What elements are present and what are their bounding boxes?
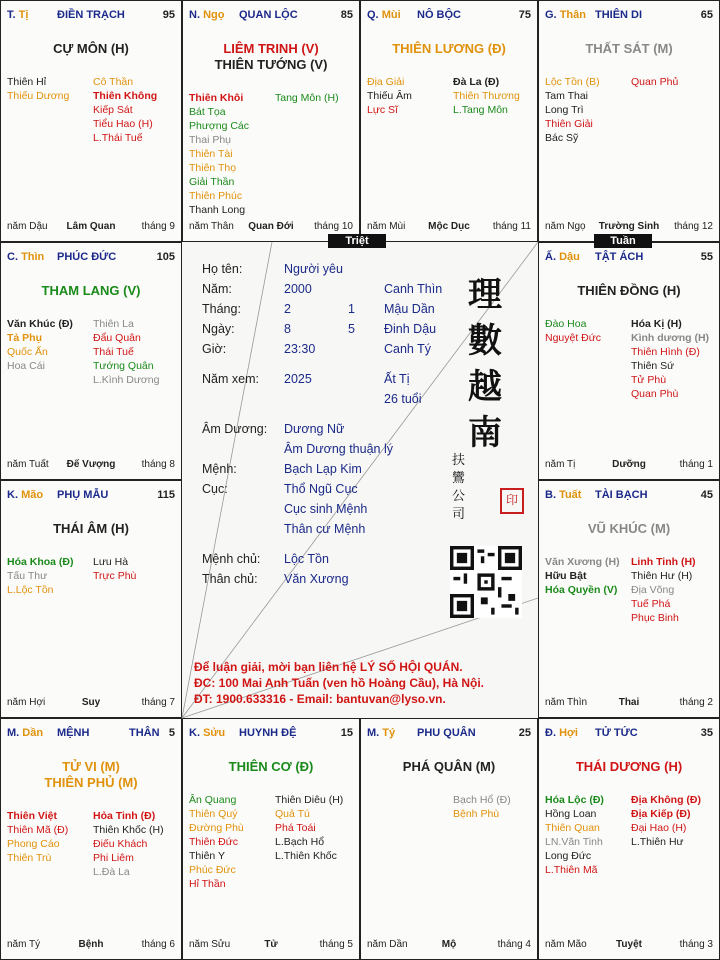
- info-value: 2025: [284, 372, 312, 386]
- minor-star: Phong Cáo: [7, 838, 60, 850]
- palace-position: K. Mão: [7, 489, 44, 501]
- minor-star: Thiên Tài: [189, 148, 233, 160]
- info-value-canchi: Canh Tý: [384, 342, 432, 356]
- qr-code[interactable]: [450, 546, 522, 618]
- minor-star: L.Đà La: [93, 866, 130, 878]
- minor-star: Địa Võng: [631, 584, 675, 596]
- minor-star: Linh Tinh (H): [631, 556, 696, 568]
- minor-star: Địa Kiếp (Đ): [631, 808, 691, 820]
- life-stage: Thai: [618, 697, 640, 708]
- main-star: THIÊN CƠ (Đ): [228, 759, 314, 774]
- small-calligraphy: 扶 鸞 公 司: [452, 453, 466, 522]
- minor-star: Long Đức: [545, 850, 592, 862]
- minor-star: Lực Sĩ: [367, 104, 398, 116]
- minor-star: Đẩu Quân: [93, 332, 141, 344]
- palace-position: M. Tý: [367, 727, 396, 739]
- minor-star: L.Thái Tuế: [93, 132, 143, 144]
- main-star: THẤT SÁT (M): [585, 41, 673, 56]
- palace-name: TỬ TỨC: [595, 727, 638, 739]
- life-stage: Tử: [264, 939, 278, 950]
- info-value: Văn Xương: [284, 572, 349, 586]
- main-star: THÁI ÂM (H): [53, 521, 129, 536]
- info-label: Mệnh:: [202, 462, 237, 476]
- minor-star: Hỉ Thần: [189, 878, 226, 890]
- month-label: tháng 11: [492, 221, 531, 232]
- minor-star: Kiếp Sát: [93, 104, 133, 116]
- month-label: tháng 9: [141, 221, 175, 232]
- info-label: Giờ:: [202, 342, 227, 356]
- info-value: Cục sinh Mệnh: [284, 502, 368, 516]
- contact-line-3[interactable]: ĐT: 1900.633316 - Email: bantuvan@lyso.vn.: [194, 692, 446, 706]
- life-stage: Tuyệt: [616, 939, 642, 950]
- info-value-lunar: 1: [348, 302, 355, 316]
- info-label: Ngày:: [202, 322, 235, 336]
- month-label: tháng 8: [141, 459, 175, 470]
- main-star: LIÊM TRINH (V): [223, 41, 319, 56]
- year-label: năm Hợi: [7, 697, 46, 708]
- month-label: tháng 6: [141, 939, 175, 950]
- month-label: tháng 7: [141, 697, 175, 708]
- minor-star: Giải Thần: [189, 176, 235, 188]
- minor-star: L.Thiên Hư: [631, 836, 684, 848]
- main-star: TỬ VI (M): [62, 759, 120, 774]
- minor-star: Ân Quang: [189, 794, 237, 806]
- main-star: VŨ KHÚC (M): [587, 521, 671, 536]
- info-label: Tháng:: [202, 302, 241, 316]
- palace-position: N. Ngọ: [189, 9, 225, 21]
- palace-number: 75: [518, 9, 531, 21]
- year-label: năm Mùi: [367, 221, 406, 232]
- palace-position: T. Tị: [7, 9, 29, 21]
- year-label: năm Ngọ: [545, 221, 586, 232]
- minor-star: Hóa Quyền (V): [545, 584, 618, 596]
- minor-star: Đại Hao (H): [631, 822, 687, 834]
- palace-name-2: THÂN: [129, 727, 160, 739]
- palace-number: 5: [168, 727, 175, 739]
- info-value: 2000: [284, 282, 312, 296]
- year-label: năm Tị: [545, 459, 576, 470]
- minor-star: Bát Tọa: [189, 106, 226, 118]
- year-label: năm Sửu: [189, 939, 231, 950]
- palace-number: 115: [157, 489, 175, 501]
- minor-star: Thiên Trù: [7, 852, 52, 864]
- palace-number: 45: [700, 489, 713, 501]
- contact-line-2: ĐC: 100 Mai Anh Tuấn (ven hồ Hoàng Cầu), Hà Nội.: [194, 676, 485, 690]
- minor-star: Long Trì: [545, 104, 584, 116]
- minor-star: Thiên Đức: [189, 836, 239, 848]
- year-label: năm Tuất: [7, 459, 49, 470]
- minor-star: Phá Toái: [275, 822, 316, 834]
- year-label: năm Tý: [7, 939, 41, 950]
- info-value: Lộc Tồn: [284, 552, 329, 566]
- minor-star: Thiên Thọ: [189, 162, 237, 174]
- minor-star: Thiên Phúc: [189, 190, 243, 202]
- month-label: tháng 1: [679, 459, 713, 470]
- main-star: PHÁ QUÂN (M): [402, 759, 496, 774]
- palace-number: 25: [518, 727, 531, 739]
- year-label: năm Thìn: [545, 697, 588, 708]
- info-label: Cục:: [202, 482, 228, 496]
- minor-star: Thiên Giải: [545, 118, 593, 130]
- year-label: năm Mão: [545, 939, 587, 950]
- info-value: 8: [284, 322, 291, 336]
- palace-number: 55: [700, 251, 713, 263]
- minor-star: Nguyệt Đức: [545, 332, 602, 344]
- palace-position: Ấ. Dậu: [545, 251, 580, 263]
- minor-star: Tử Phù: [631, 374, 667, 386]
- minor-star: Bác Sỹ: [545, 132, 579, 144]
- info-value-lunar: 5: [348, 322, 355, 336]
- minor-star: Phượng Các: [189, 120, 250, 132]
- info-value-canchi: 26 tuổi: [384, 392, 422, 406]
- life-stage: Trường Sinh: [598, 221, 660, 232]
- minor-star: Thiếu Âm: [367, 90, 412, 102]
- palace-position: G. Thân: [545, 9, 586, 21]
- life-stage: Bệnh: [78, 939, 104, 950]
- main-star: THÁI DƯƠNG (H): [575, 759, 683, 774]
- minor-star: Thiên Y: [189, 850, 225, 862]
- info-label: Âm Dương:: [202, 422, 268, 436]
- info-label: Họ tên:: [202, 262, 243, 276]
- palace-name: HUYNH ĐỆ: [239, 727, 297, 739]
- triet-tag: Triệt: [328, 234, 386, 248]
- minor-star: Thai Phụ: [189, 134, 232, 146]
- palace-name: PHỤ MẪU: [57, 489, 109, 501]
- main-star: THIÊN LƯƠNG (Đ): [392, 41, 506, 56]
- minor-star: Tam Thai: [545, 90, 588, 102]
- minor-star: Thiên Hư (H): [631, 570, 693, 582]
- palace-number: 35: [700, 727, 713, 739]
- info-value-canchi: Canh Thìn: [384, 282, 443, 296]
- minor-star: Phục Binh: [631, 612, 679, 624]
- life-stage: Lâm Quan: [66, 221, 116, 232]
- minor-star: Bệnh Phù: [453, 808, 500, 820]
- minor-star: Trực Phù: [93, 570, 137, 582]
- main-star: THIÊN TƯỚNG (V): [214, 57, 328, 72]
- palace-number: 85: [340, 9, 353, 21]
- minor-star: Kình dương (H): [631, 332, 710, 344]
- minor-star: L.Bạch Hổ: [275, 836, 325, 848]
- minor-star: Hỏa Tinh (Đ): [93, 810, 156, 822]
- month-label: tháng 2: [679, 697, 713, 708]
- minor-star: Thiên Khốc (H): [93, 824, 164, 836]
- minor-star: Bạch Hổ (Đ): [453, 794, 511, 806]
- minor-star: Hồng Loan: [545, 808, 597, 820]
- minor-star: Thiên Quan: [545, 822, 600, 834]
- minor-star: Thiên Việt: [7, 810, 57, 822]
- minor-star: Phi Liêm: [93, 852, 134, 864]
- palace-name: TÀI BẠCH: [595, 489, 648, 501]
- main-star: THIÊN ĐỒNG (H): [577, 283, 681, 298]
- minor-star: L.Kình Dương: [93, 374, 160, 386]
- minor-star: Điếu Khách: [93, 838, 148, 850]
- minor-star: Cô Thần: [93, 76, 134, 88]
- palace-position: C. Thìn: [7, 251, 45, 263]
- year-label: năm Thân: [189, 221, 234, 232]
- life-stage: Dưỡng: [612, 459, 646, 470]
- minor-star: Thiên Sứ: [631, 360, 675, 372]
- palace-name: TẬT ÁCH: [595, 251, 644, 263]
- palace-number: 95: [162, 9, 175, 21]
- life-stage: Đế Vượng: [66, 459, 116, 470]
- red-seal: 印: [500, 488, 524, 514]
- minor-star: Tang Môn (H): [275, 92, 339, 104]
- info-label: Năm xem:: [202, 372, 259, 386]
- minor-star: Thanh Long: [189, 204, 246, 216]
- minor-star: Quốc Ấn: [7, 346, 48, 358]
- info-value: Thổ Ngũ Cục: [284, 482, 358, 496]
- minor-star: Thiếu Dương: [7, 90, 70, 102]
- palace-number: 65: [700, 9, 713, 21]
- minor-star: L.Tang Môn: [453, 104, 508, 116]
- minor-star: Thiên Hỉ: [7, 76, 47, 88]
- month-label: tháng 5: [319, 939, 353, 950]
- year-label: năm Dậu: [7, 221, 48, 232]
- minor-star: Lưu Hà: [93, 556, 129, 568]
- minor-star: Quả Tú: [275, 808, 310, 820]
- minor-star: L.Lộc Tồn: [7, 584, 54, 596]
- minor-star: Đà La (Đ): [453, 76, 500, 88]
- minor-star: Tấu Thư: [7, 570, 48, 582]
- minor-star: Quan Phù: [631, 388, 679, 400]
- palace-position: B. Tuất: [545, 489, 582, 501]
- main-star: CỰ MÔN (H): [53, 41, 129, 56]
- tuan-tag: Tuần: [594, 234, 652, 248]
- info-value: Dương Nữ: [284, 422, 345, 436]
- month-label: tháng 3: [679, 939, 713, 950]
- info-value: 2: [284, 302, 291, 316]
- minor-star: Thiên Khôi: [189, 92, 244, 104]
- minor-star: Hóa Kị (H): [631, 318, 682, 330]
- minor-star: Tả Phụ: [7, 332, 43, 344]
- palace-name: MỆNH: [57, 727, 90, 739]
- year-label: năm Dần: [367, 939, 408, 950]
- info-value: Âm Dương thuận lý: [284, 442, 393, 456]
- minor-star: L.Thiên Khốc: [275, 850, 337, 862]
- minor-star: Thiên Mã (Đ): [7, 824, 69, 836]
- minor-star: Tướng Quân: [93, 360, 154, 372]
- life-stage: Quan Đới: [248, 221, 294, 232]
- palace-number: 15: [340, 727, 353, 739]
- palace-name: PHU QUÂN: [417, 727, 476, 739]
- minor-star: Hóa Khoa (Đ): [7, 556, 74, 568]
- calligraphy-logo: 理 數 越 南: [468, 275, 502, 453]
- minor-star: Lộc Tồn (B): [545, 76, 600, 88]
- palace-name: PHÚC ĐỨC: [57, 251, 117, 263]
- minor-star: Thiên Thương: [453, 90, 520, 102]
- info-value-canchi: Ất Tị: [384, 372, 410, 386]
- palace-name: QUAN LỘC: [239, 9, 298, 21]
- palace-name: ĐIỀN TRẠCH: [57, 9, 125, 21]
- minor-star: Địa Giải: [367, 76, 405, 88]
- month-label: tháng 10: [314, 221, 353, 232]
- minor-star: Đường Phù: [189, 822, 244, 834]
- minor-star: Quan Phủ: [631, 76, 679, 88]
- minor-star: Phúc Đức: [189, 864, 236, 876]
- palace-name: THIÊN DI: [595, 9, 643, 21]
- minor-star: Đào Hoa: [545, 318, 587, 330]
- life-stage: Suy: [81, 697, 101, 708]
- info-value: 23:30: [284, 342, 316, 356]
- info-label: Mệnh chủ:: [202, 552, 261, 566]
- minor-star: Thái Tuế: [93, 346, 134, 358]
- info-value-canchi: Mậu Dần: [384, 302, 435, 316]
- palace-number: 105: [156, 251, 175, 263]
- minor-star: L.Thiên Mã: [545, 864, 598, 876]
- minor-star: Văn Xương (H): [545, 556, 620, 568]
- center-info: [182, 242, 538, 718]
- info-value: Bạch Lạp Kim: [284, 462, 362, 476]
- life-stage: Mộc Dục: [428, 221, 470, 232]
- info-label: Năm:: [202, 282, 232, 296]
- minor-star: Thiên La: [93, 318, 134, 330]
- minor-star: Thiên Diêu (H): [275, 794, 344, 806]
- life-stage: Mộ: [441, 939, 457, 950]
- month-label: tháng 4: [497, 939, 531, 950]
- minor-star: Tiểu Hao (H): [93, 118, 153, 130]
- palace-position: Q. Mùi: [367, 9, 401, 21]
- minor-star: Hóa Lộc (Đ): [545, 794, 604, 806]
- minor-star: Địa Không (Đ): [631, 794, 701, 806]
- minor-star: Hoa Cái: [7, 360, 45, 372]
- minor-star: Thiên Hình (Đ): [631, 346, 700, 358]
- minor-star: Thiên Không: [93, 90, 158, 102]
- info-label: Thân chủ:: [202, 572, 258, 586]
- minor-star: Thiên Quý: [189, 808, 238, 820]
- palace-name: NÔ BỘC: [417, 9, 461, 21]
- main-star: THIÊN PHỦ (M): [44, 775, 138, 790]
- palace-position: K. Sửu: [189, 727, 226, 739]
- minor-star: LN.Văn Tinh: [545, 836, 603, 848]
- info-value: Người yêu: [284, 262, 343, 276]
- palace-position: M. Dần: [7, 727, 44, 739]
- contact-line-1: Để luận giải, mời bạn liên hệ LÝ SỐ HỘI QUÁN.: [194, 660, 463, 674]
- palace-position: Đ. Hợi: [545, 727, 578, 739]
- minor-star: Tuế Phá: [631, 598, 671, 610]
- info-value-canchi: Đinh Dậu: [384, 322, 437, 336]
- minor-star: Hữu Bật: [545, 570, 587, 582]
- minor-star: Văn Khúc (Đ): [7, 318, 73, 330]
- month-label: tháng 12: [674, 221, 713, 232]
- info-value: Thân cư Mệnh: [284, 522, 366, 536]
- main-star: THAM LANG (V): [41, 283, 141, 298]
